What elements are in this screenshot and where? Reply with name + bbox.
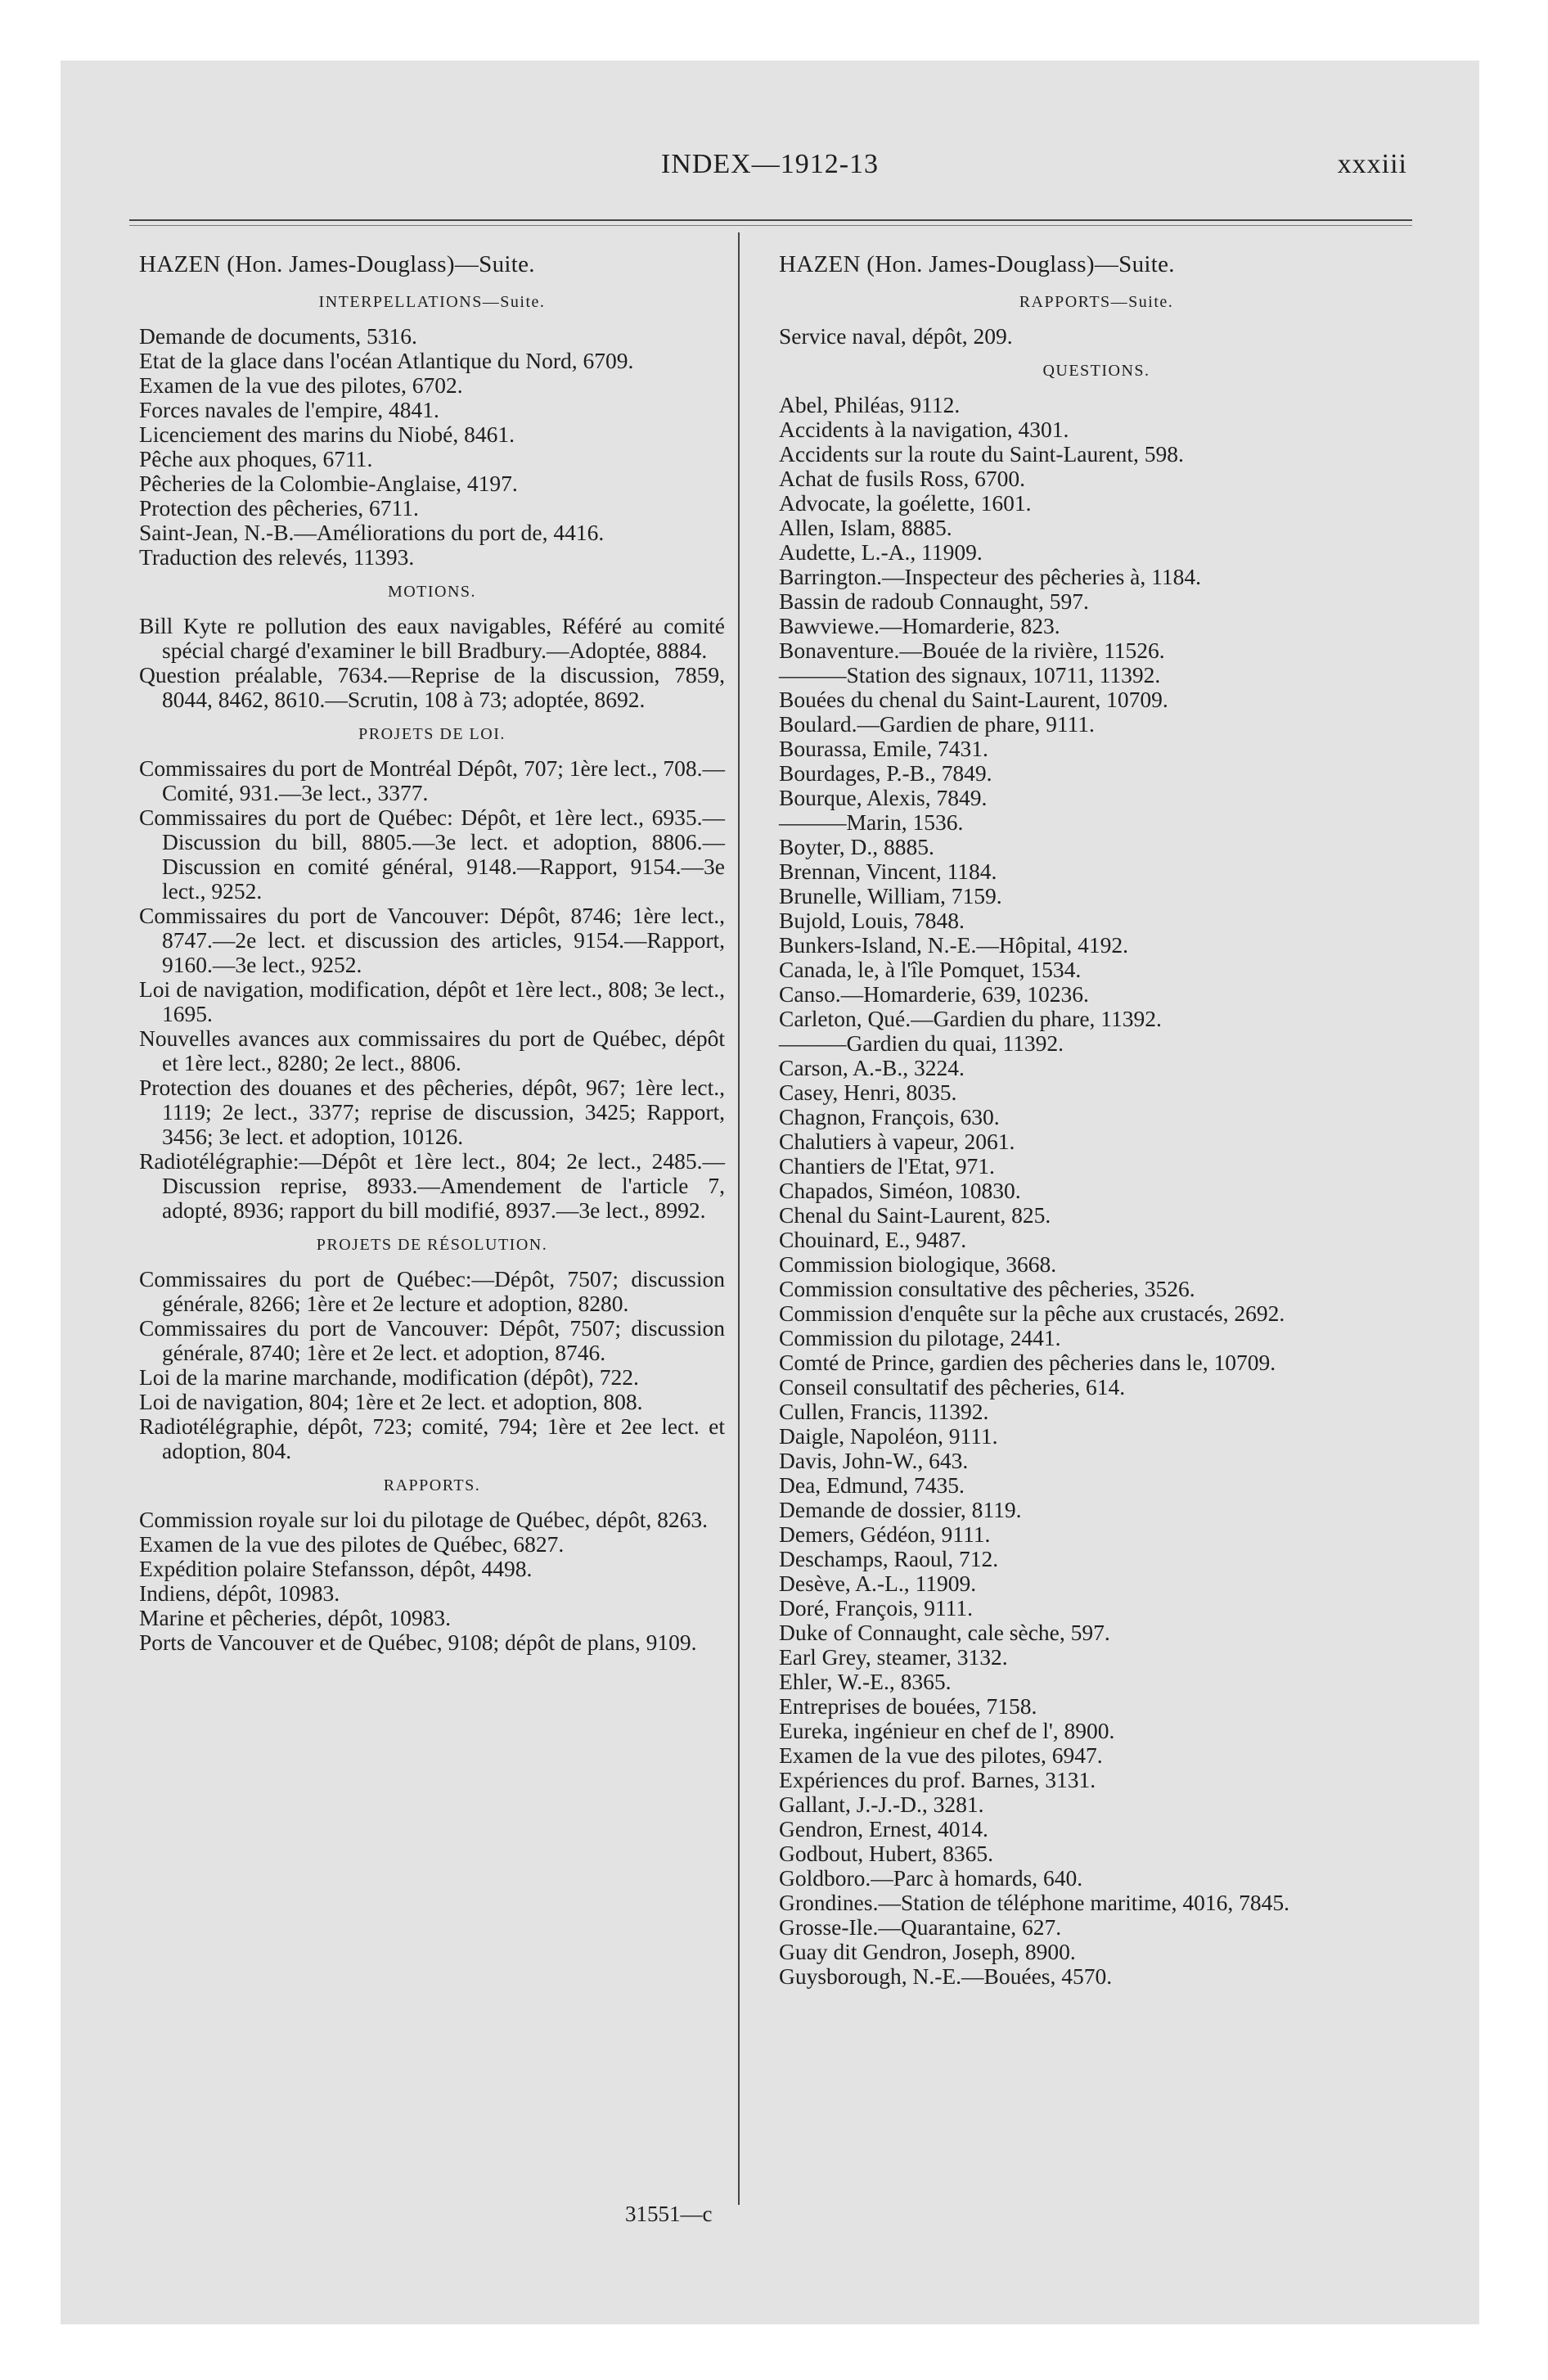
printer-signature: 31551—c xyxy=(625,2202,713,2226)
column-heading: HAZEN (Hon. James-Douglass)—Suite. xyxy=(139,251,535,277)
index-entry: Commission d'enquête sur la pêche aux crustacés, 2692. xyxy=(779,1300,1285,1326)
index-entry: Forces navales de l'empire, 4841. xyxy=(139,397,439,422)
running-title: INDEX—1912-13 xyxy=(660,149,880,179)
index-entry: Commission du pilotage, 2441. xyxy=(779,1325,1061,1350)
page xyxy=(61,61,1479,2324)
index-entry: Protection des douanes et des pêcheries, dépôt, 967; 1ère lect., 1119; 2e lect., 3377; reprise de discussion, 3425; Rapport, 3456; 3e lect. et adoption, 10126. xyxy=(139,1075,725,1149)
index-entry: Barrington.—Inspecteur des pêcheries à, 1184. xyxy=(779,564,1201,589)
index-entry: Commissaires du port de Québec:—Dépôt, 7507; discussion générale, 8266; 1ère et 2e lecture et adoption, 8280. xyxy=(139,1266,725,1316)
index-entry: Audette, L.-A., 11909. xyxy=(779,539,983,565)
index-entry: Accidents à la navigation, 4301. xyxy=(779,417,1069,442)
index-entry: Commissaires du port de Vancouver: Dépôt, 7507; discussion générale, 8740; 1ère et 2e lect. et adoption, 8746. xyxy=(139,1315,725,1365)
index-entry: Examen de la vue des pilotes, 6947. xyxy=(779,1742,1103,1768)
index-entry: Etat de la glace dans l'océan Atlantique du Nord, 6709. xyxy=(139,348,634,373)
index-entry: Chagnon, François, 630. xyxy=(779,1104,1000,1129)
index-entry: Bujold, Louis, 7848. xyxy=(779,908,965,933)
index-entry: Bonaventure.—Bouée de la rivière, 11526. xyxy=(779,638,1165,663)
index-entry: Pêcheries de la Colombie-Anglaise, 4197. xyxy=(139,471,518,496)
index-entry: Commissaires du port de Montréal Dépôt, 707; 1ère lect., 708.—Comité, 931.—3e lect., 3377. xyxy=(139,755,725,805)
index-entry: Bassin de radoub Connaught, 597. xyxy=(779,588,1089,614)
index-entry: Earl Grey, steamer, 3132. xyxy=(779,1644,1008,1670)
index-entry: Carson, A.-B., 3224. xyxy=(779,1055,965,1080)
index-entry: Examen de la vue des pilotes, 6702. xyxy=(139,372,463,398)
index-entry: Brennan, Vincent, 1184. xyxy=(779,859,997,884)
index-entry: Demers, Gédéon, 9111. xyxy=(779,1521,991,1547)
header-rule xyxy=(129,219,1412,221)
index-entry: Gallant, J.-J.-D., 3281. xyxy=(779,1792,984,1817)
index-entry: Examen de la vue des pilotes de Québec, 6827. xyxy=(139,1531,565,1557)
index-entry: Guay dit Gendron, Joseph, 8900. xyxy=(779,1939,1076,1964)
index-entry: Accidents sur la route du Saint-Laurent, 598. xyxy=(779,441,1184,467)
section-title: INTERPELLATIONS—Suite. xyxy=(318,293,546,311)
index-entry: Commissaires du port de Vancouver: Dépôt, 8746; 1ère lect., 8747.—2e lect. et discussion des articles, 9154.—Rapport, 9160.—3e lect., 9252. xyxy=(139,903,725,977)
index-entry: Godbout, Hubert, 8365. xyxy=(779,1841,993,1866)
index-entry: Chantiers de l'Etat, 971. xyxy=(779,1153,995,1179)
index-entry: Boulard.—Gardien de phare, 9111. xyxy=(779,711,1095,737)
index-entry: Brunelle, William, 7159. xyxy=(779,883,1002,908)
index-entry: Expédition polaire Stefansson, dépôt, 4498. xyxy=(139,1556,533,1581)
index-entry: Indiens, dépôt, 10983. xyxy=(139,1580,340,1606)
index-entry: Davis, John-W., 643. xyxy=(779,1448,969,1473)
index-entry: Loi de navigation, 804; 1ère et 2e lect. et adoption, 808. xyxy=(139,1389,643,1414)
index-entry: Conseil consultatif des pêcheries, 614. xyxy=(779,1374,1126,1400)
index-entry: Commission royale sur loi du pilotage de Québec, dépôt, 8263. xyxy=(139,1507,709,1532)
index-entry: Entreprises de bouées, 7158. xyxy=(779,1693,1037,1719)
index-entry: Saint-Jean, N.-B.—Améliorations du port de, 4416. xyxy=(139,520,605,545)
index-entry: Chalutiers à vapeur, 2061. xyxy=(779,1129,1015,1154)
index-entry: Goldboro.—Parc à homards, 640. xyxy=(779,1865,1083,1891)
index-entry: Canso.—Homarderie, 639, 10236. xyxy=(779,981,1089,1007)
index-entry: Question préalable, 7634.—Reprise de la discussion, 7859, 8044, 8462, 8610.—Scrutin, 108 à 73; adoptée, 8692. xyxy=(139,662,725,712)
index-entry: Daigle, Napoléon, 9111. xyxy=(779,1423,998,1449)
header-rule-thin xyxy=(129,225,1412,226)
index-entry: Protection des pêcheries, 6711. xyxy=(139,495,419,521)
index-entry: Carleton, Qué.—Gardien du phare, 11392. xyxy=(779,1006,1162,1031)
index-entry: Chouinard, E., 9487. xyxy=(779,1227,967,1252)
index-entry: Commissaires du port de Québec: Dépôt, et 1ère lect., 6935.—Discussion du bill, 8805.—3e lect. et adoption, 8806.—Discussion en comité général, 9148.—Rapport, 9154.—3e lect., 9252. xyxy=(139,805,725,904)
index-entry: Bourdages, P.-B., 7849. xyxy=(779,760,992,786)
index-entry: Bourque, Alexis, 7849. xyxy=(779,785,988,810)
index-entry: Duke of Connaught, cale sèche, 597. xyxy=(779,1620,1110,1645)
index-entry: Loi de navigation, modification, dépôt et 1ère lect., 808; 3e lect., 1695. xyxy=(139,976,725,1026)
index-entry: Dea, Edmund, 7435. xyxy=(779,1472,965,1498)
index-entry: ———Marin, 1536. xyxy=(779,809,964,835)
index-entry: Achat de fusils Ross, 6700. xyxy=(779,466,1025,491)
index-entry: Doré, François, 9111. xyxy=(779,1595,974,1620)
index-entry: Ports de Vancouver et de Québec, 9108; dépôt de plans, 9109. xyxy=(139,1629,697,1655)
index-entry: Demande de dossier, 8119. xyxy=(779,1497,1022,1522)
index-entry: Deschamps, Raoul, 712. xyxy=(779,1546,999,1571)
index-entry: Radiotélégraphie, dépôt, 723; comité, 794; 1ère et 2ee lect. et adoption, 804. xyxy=(139,1413,725,1463)
index-entry: Boyter, D., 8885. xyxy=(779,834,934,859)
index-entry: ———Gardien du quai, 11392. xyxy=(779,1030,1064,1056)
index-entry: Bourassa, Emile, 7431. xyxy=(779,736,988,761)
left-column xyxy=(139,250,725,1655)
index-entry: Allen, Islam, 8885. xyxy=(779,515,952,540)
index-entry: Comté de Prince, gardien des pêcheries dans le, 10709. xyxy=(779,1350,1276,1375)
index-entry: Demande de documents, 5316. xyxy=(139,323,417,349)
index-entry: Commission biologique, 3668. xyxy=(779,1251,1057,1277)
index-entry: Chapados, Siméon, 10830. xyxy=(779,1178,1021,1203)
index-entry: Commission consultative des pêcheries, 3526. xyxy=(779,1276,1195,1301)
section-title: RAPPORTS. xyxy=(383,1476,481,1494)
index-entry: ———Station des signaux, 10711, 11392. xyxy=(779,662,1161,687)
section-title: MOTIONS. xyxy=(387,583,477,601)
index-entry: Service naval, dépôt, 209. xyxy=(779,323,1013,349)
index-entry: Eureka, ingénieur en chef de l', 8900. xyxy=(779,1718,1115,1743)
index-entry: Bill Kyte re pollution des eaux navigables, Référé au comité spécial chargé d'examiner le bill Bradbury.—Adoptée, 8884. xyxy=(139,613,725,663)
section-title: RAPPORTS—Suite. xyxy=(1019,293,1174,311)
index-entry: Bouées du chenal du Saint-Laurent, 10709. xyxy=(779,687,1168,712)
index-entry: Cullen, Francis, 11392. xyxy=(779,1399,989,1424)
index-entry: Radiotélégraphie:—Dépôt et 1ère lect., 804; 2e lect., 2485.—Discussion reprise, 8933.—Amendement de l'article 7, adopté, 8936; rapport du bill modifié, 8937.—3e lect., 8992. xyxy=(139,1148,725,1223)
index-entry: Loi de la marine marchande, modification (dépôt), 722. xyxy=(139,1364,639,1390)
index-entry: Guysborough, N.-E.—Bouées, 4570. xyxy=(779,1963,1113,1989)
column-heading: HAZEN (Hon. James-Douglass)—Suite. xyxy=(779,251,1175,277)
index-entry: Bunkers-Island, N.-E.—Hôpital, 4192. xyxy=(779,932,1128,958)
page-number: xxxiii xyxy=(1337,149,1407,179)
running-head xyxy=(61,149,1479,190)
section-title: QUESTIONS. xyxy=(1042,362,1150,380)
index-entry: Desève, A.-L., 11909. xyxy=(779,1571,977,1596)
index-entry: Grosse-Ile.—Quarantaine, 627. xyxy=(779,1914,1062,1940)
index-entry: Bawviewe.—Homarderie, 823. xyxy=(779,613,1060,638)
index-entry: Canada, le, à l'île Pomquet, 1534. xyxy=(779,957,1082,982)
index-entry: Pêche aux phoques, 6711. xyxy=(139,446,373,471)
index-entry: Gendron, Ernest, 4014. xyxy=(779,1816,988,1841)
index-entry: Grondines.—Station de téléphone maritime, 4016, 7845. xyxy=(779,1890,1289,1915)
index-entry: Marine et pêcheries, dépôt, 10983. xyxy=(139,1605,452,1630)
section-title: PROJETS DE LOI. xyxy=(358,725,506,743)
index-entry: Chenal du Saint-Laurent, 825. xyxy=(779,1202,1051,1228)
index-entry: Advocate, la goélette, 1601. xyxy=(779,490,1032,516)
index-entry: Ehler, W.-E., 8365. xyxy=(779,1669,952,1694)
index-entry: Expériences du prof. Barnes, 3131. xyxy=(779,1767,1096,1792)
index-entry: Nouvelles avances aux commissaires du port de Québec, dépôt et 1ère lect., 8280; 2e lect., 8806. xyxy=(139,1025,725,1075)
index-entry: Abel, Philéas, 9112. xyxy=(779,392,961,417)
index-entry: Licenciement des marins du Niobé, 8461. xyxy=(139,421,515,447)
section-title: PROJETS DE RÉSOLUTION. xyxy=(316,1236,548,1254)
index-entry: Traduction des relevés, 11393. xyxy=(139,544,415,570)
column-divider xyxy=(738,232,740,2205)
right-column xyxy=(779,250,1414,1989)
index-entry: Casey, Henri, 8035. xyxy=(779,1080,957,1105)
